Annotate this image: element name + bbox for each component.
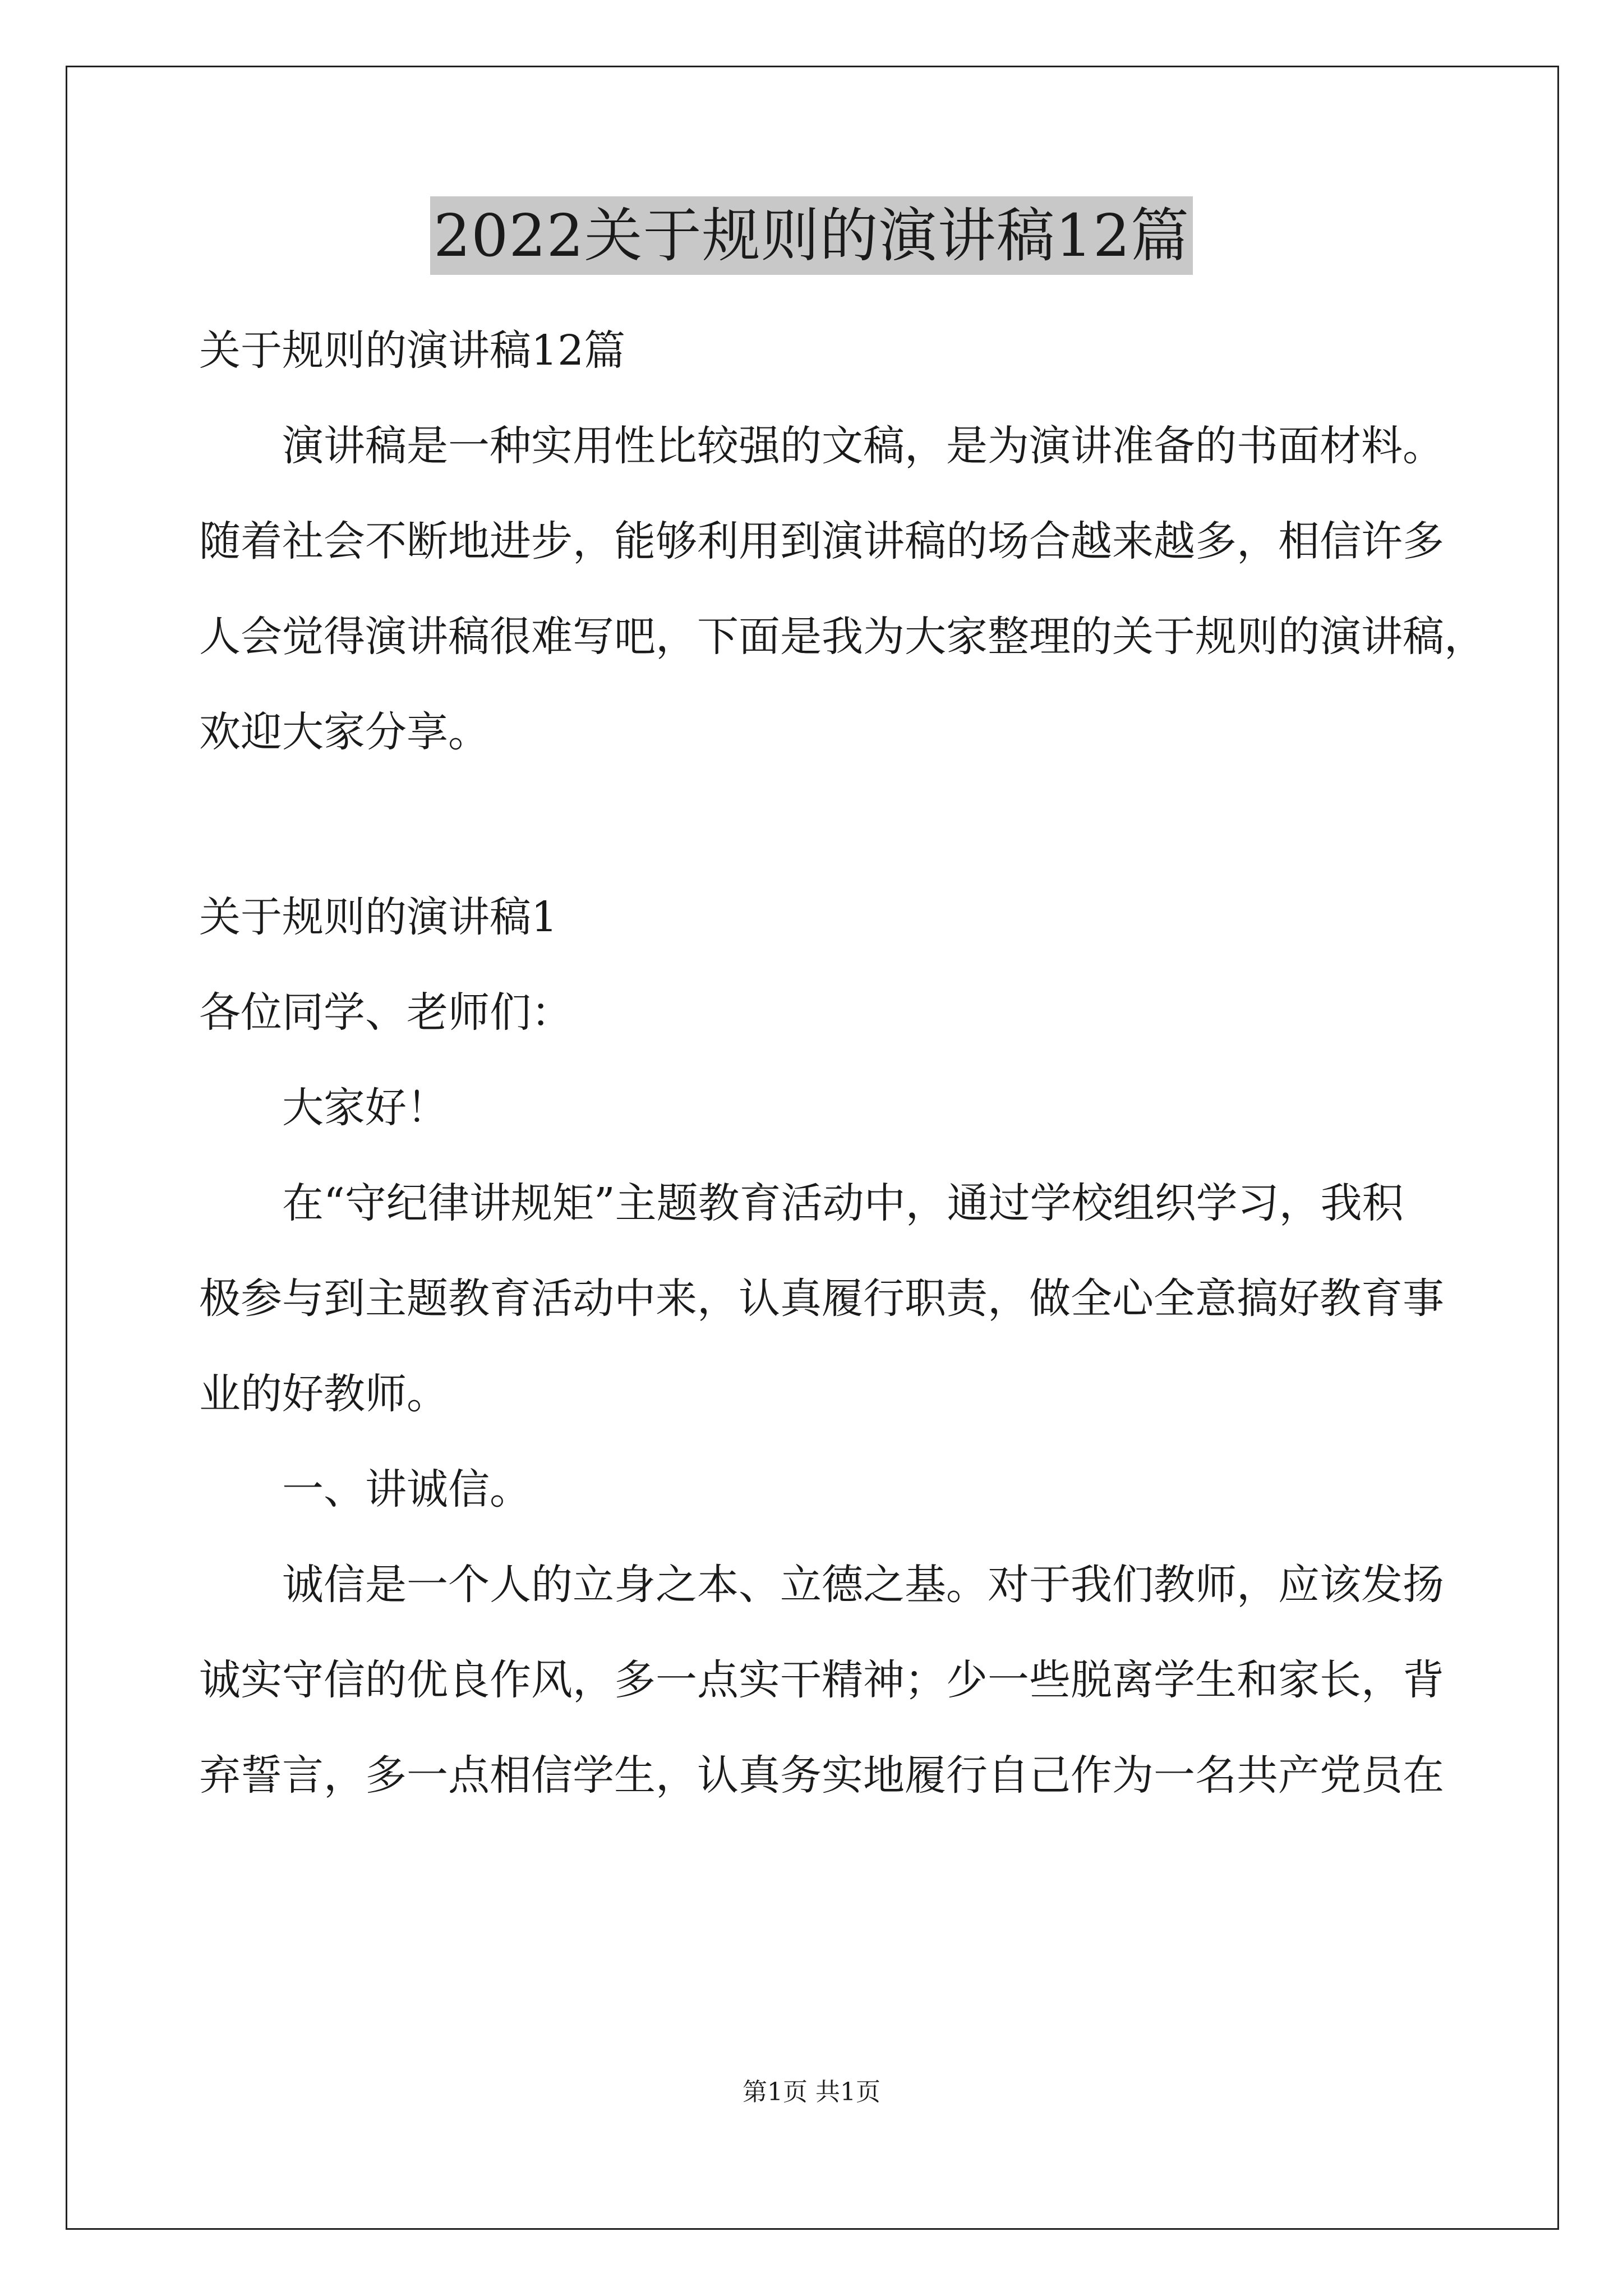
page-number: 第1页 共1页 <box>743 2078 880 2106</box>
para1-line-3: 业的好教师。 <box>199 1370 448 1418</box>
salutation: 各位同学、老师们： <box>199 988 573 1037</box>
greeting: 大家好！ <box>282 1084 448 1132</box>
para1-line-2: 极参与到主题教育活动中来，认真履行职责，做全心全意搞好教育事 <box>199 1274 1444 1323</box>
document-title: 2022关于规则的演讲稿12篇 <box>430 196 1193 275</box>
subtitle: 关于规则的演讲稿12篇 <box>199 326 626 375</box>
intro-line-4: 欢迎大家分享。 <box>199 708 490 756</box>
title-wrap <box>0 196 1623 275</box>
para2-line-3: 弃誓言，多一点相信学生，认真务实地履行自己作为一名共产党员在 <box>199 1751 1444 1800</box>
intro-line-2: 随着社会不断地进步，能够利用到演讲稿的场合越来越多，相信许多 <box>199 517 1444 565</box>
page-border <box>66 66 1559 2230</box>
section-heading: 关于规则的演讲稿1 <box>199 893 558 941</box>
para2-line-2: 诚实守信的优良作风，多一点实干精神；少一些脱离学生和家长，背 <box>199 1656 1444 1704</box>
point1-heading: 一、讲诚信。 <box>282 1465 531 1513</box>
intro-line-1: 演讲稿是一种实用性比较强的文稿，是为演讲准备的书面材料。 <box>282 422 1444 470</box>
para1-line-1: 在“守纪律讲规矩”主题教育活动中，通过学校组织学习，我积 <box>282 1179 1404 1227</box>
page-footer <box>0 2076 1623 2109</box>
para2-line-1: 诚信是一个人的立身之本、立德之基。对于我们教师，应该发扬 <box>282 1561 1444 1609</box>
intro-line-3: 人会觉得演讲稿很难写吧，下面是我为大家整理的关于规则的演讲稿， <box>199 613 1486 661</box>
